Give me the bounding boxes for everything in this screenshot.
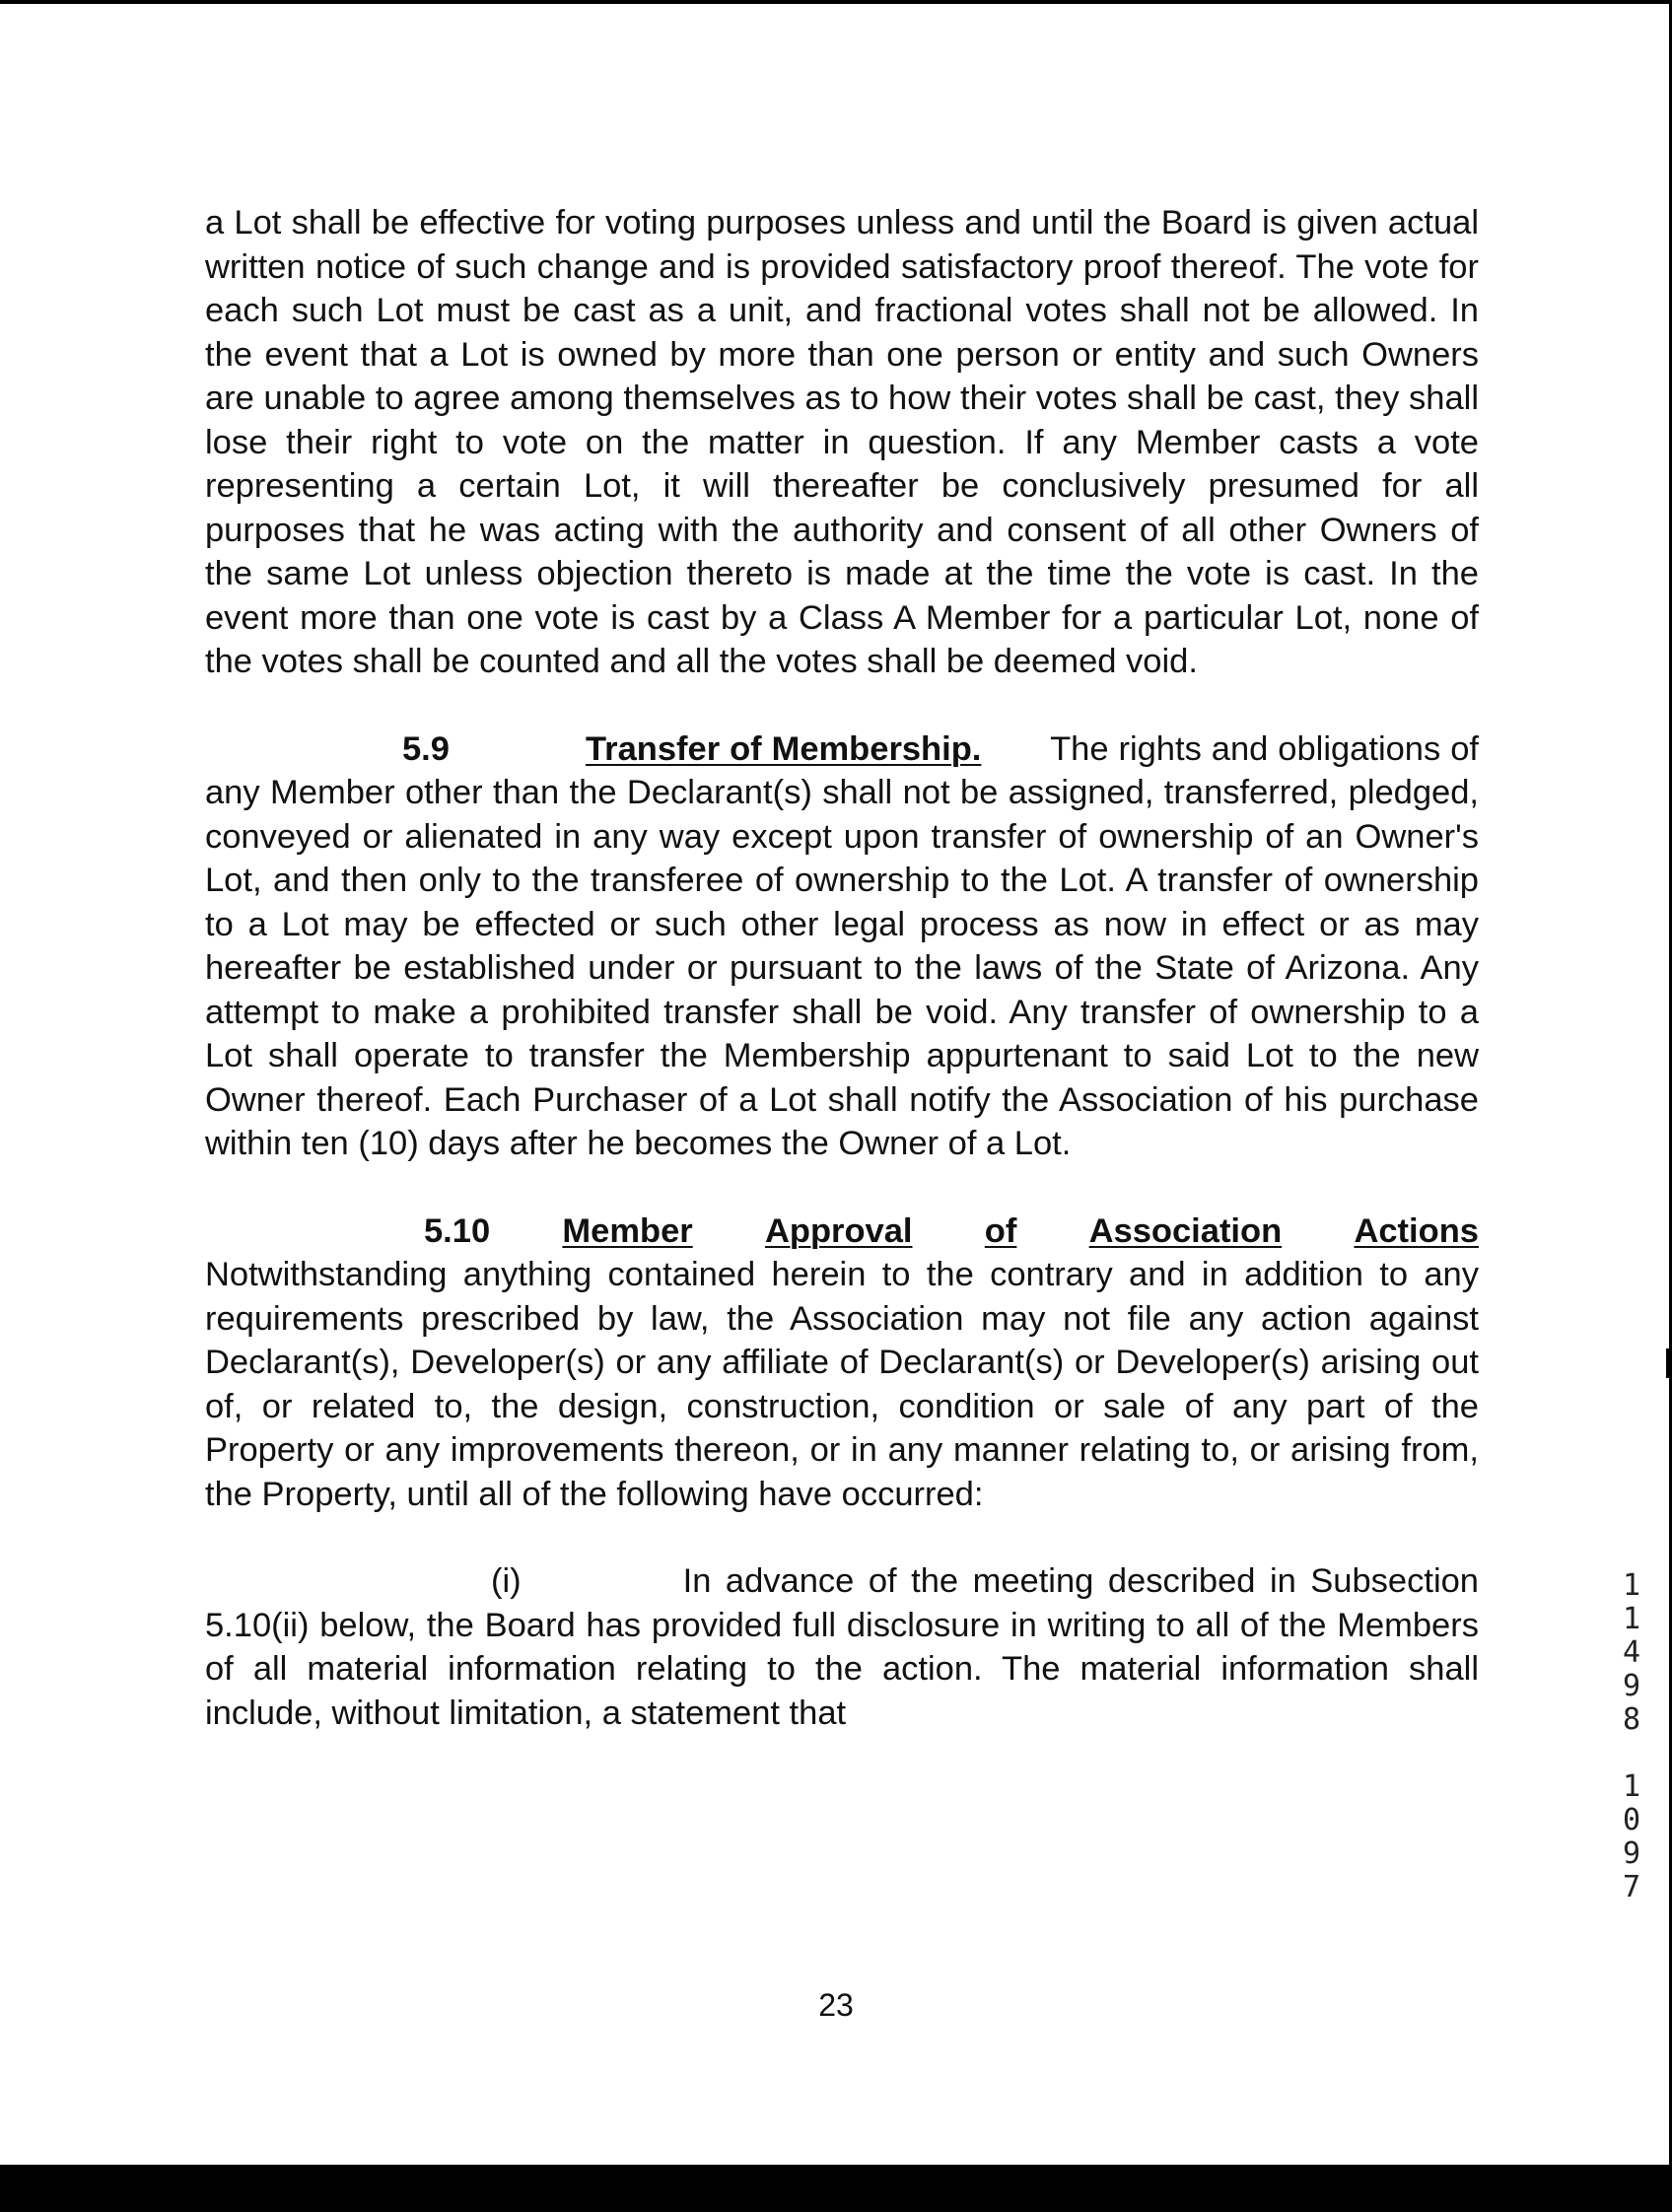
subsection-i-body: In advance of the meeting described in Subsection 5.10(ii) below, the Board has provided full disclosure in writing to all of the Members of all material information relating to the action. The material information shall include, without limitation, a statement that [205, 1562, 1479, 1732]
section-5-10-number: 5.10 [424, 1211, 491, 1250]
section-5-10 [205, 1210, 1479, 1517]
opening-paragraph: a Lot shall be effective for voting purposes unless and until the Board is given actual written notice of such change and is provided satisfactory proof thereof. The vote for each such Lot must be cast as a unit, and fractional votes shall not be allowed. In the event that a Lot is owned by more than one person or entity and such Owners are unable to agree among themselves as to how their votes shall be cast, they shall lose their right to vote on the matter in question. If any Member casts a vote representing a certain Lot, it will thereafter be conclusively presumed for all purposes that he was acting with the authority and consent of all other Owners of the same Lot unless objection thereto is made at the time the vote is cast. In the event more than one vote is cast by a Class A Member for a particular Lot, none of the votes shall be counted and all the votes shall be deemed void. [205, 204, 1479, 680]
section-5-10-heading-word: of [984, 1211, 1017, 1250]
scan-border-top [0, 0, 1672, 4]
stamp-digit: 9 [1622, 1836, 1641, 1871]
document-body [205, 201, 1479, 1778]
section-5-9 [205, 727, 1479, 1166]
stamp-digit: 9 [1622, 1669, 1641, 1703]
section-5-10-heading-word: Association [1088, 1211, 1283, 1250]
stamp-digit: 1 [1622, 1769, 1641, 1804]
section-5-9-heading: Transfer of Membership. [585, 729, 982, 768]
section-5-9-number: 5.9 [402, 729, 450, 768]
stamp-digit: 1 [1622, 1568, 1641, 1603]
section-5-9-body: The rights and obligations of any Member other than the Declarant(s) shall not be assigned, transferred, pledged, conveyed or alienated in any way except upon transfer of ownership of an Owner's Lot, and then only to the transferee of ownership to the Lot. A transfer of ownership to a Lot may be effected or such other legal process as now in effect or as may hereafter be established under or pursuant to the laws of the State of Arizona. Any attempt to make a prohibited transfer shall be void. Any transfer of ownership to a Lot shall operate to transfer the Membership appurtenant to said Lot to the new Owner thereof. Each Purchaser of a Lot shall notify the Association of his purchase within ten (10) days after he becomes the Owner of a Lot. [205, 729, 1479, 1162]
scan-mark [1666, 1348, 1670, 1378]
section-5-10-heading-word: Actions [1354, 1211, 1479, 1250]
page-number: 23 [818, 1987, 854, 2023]
stamp-digit: 4 [1622, 1635, 1641, 1670]
section-5-10-heading-row [205, 1210, 1479, 1254]
subsection-i-label: (i) [491, 1562, 522, 1600]
section-5-10-heading-word: Member [562, 1211, 693, 1250]
subsection-i [205, 1559, 1479, 1735]
stamp-digit: 0 [1622, 1803, 1641, 1837]
stamp-digit: 7 [1622, 1870, 1641, 1904]
scan-border-bottom [0, 2165, 1672, 2212]
stamp-digit: 1 [1622, 1602, 1641, 1636]
section-5-10-heading-word: Approval [764, 1211, 913, 1250]
section-5-10-body: Notwithstanding anything contained herein to the contrary and in addition to any requirements prescribed by law, the Association may not file any action against Declarant(s), Developer(s) or any affiliate of Declarant(s) or Developer(s) arising out of, or related to, the design, construction, condition or sale of any part of the Property or any improvements thereon, or in any manner relating to, or arising from, the Property, until all of the following have occurred: [205, 1256, 1479, 1513]
stamp-digit: 8 [1622, 1702, 1641, 1737]
stamp-gap [1617, 1737, 1646, 1770]
margin-recording-stamp [1617, 1569, 1646, 1904]
